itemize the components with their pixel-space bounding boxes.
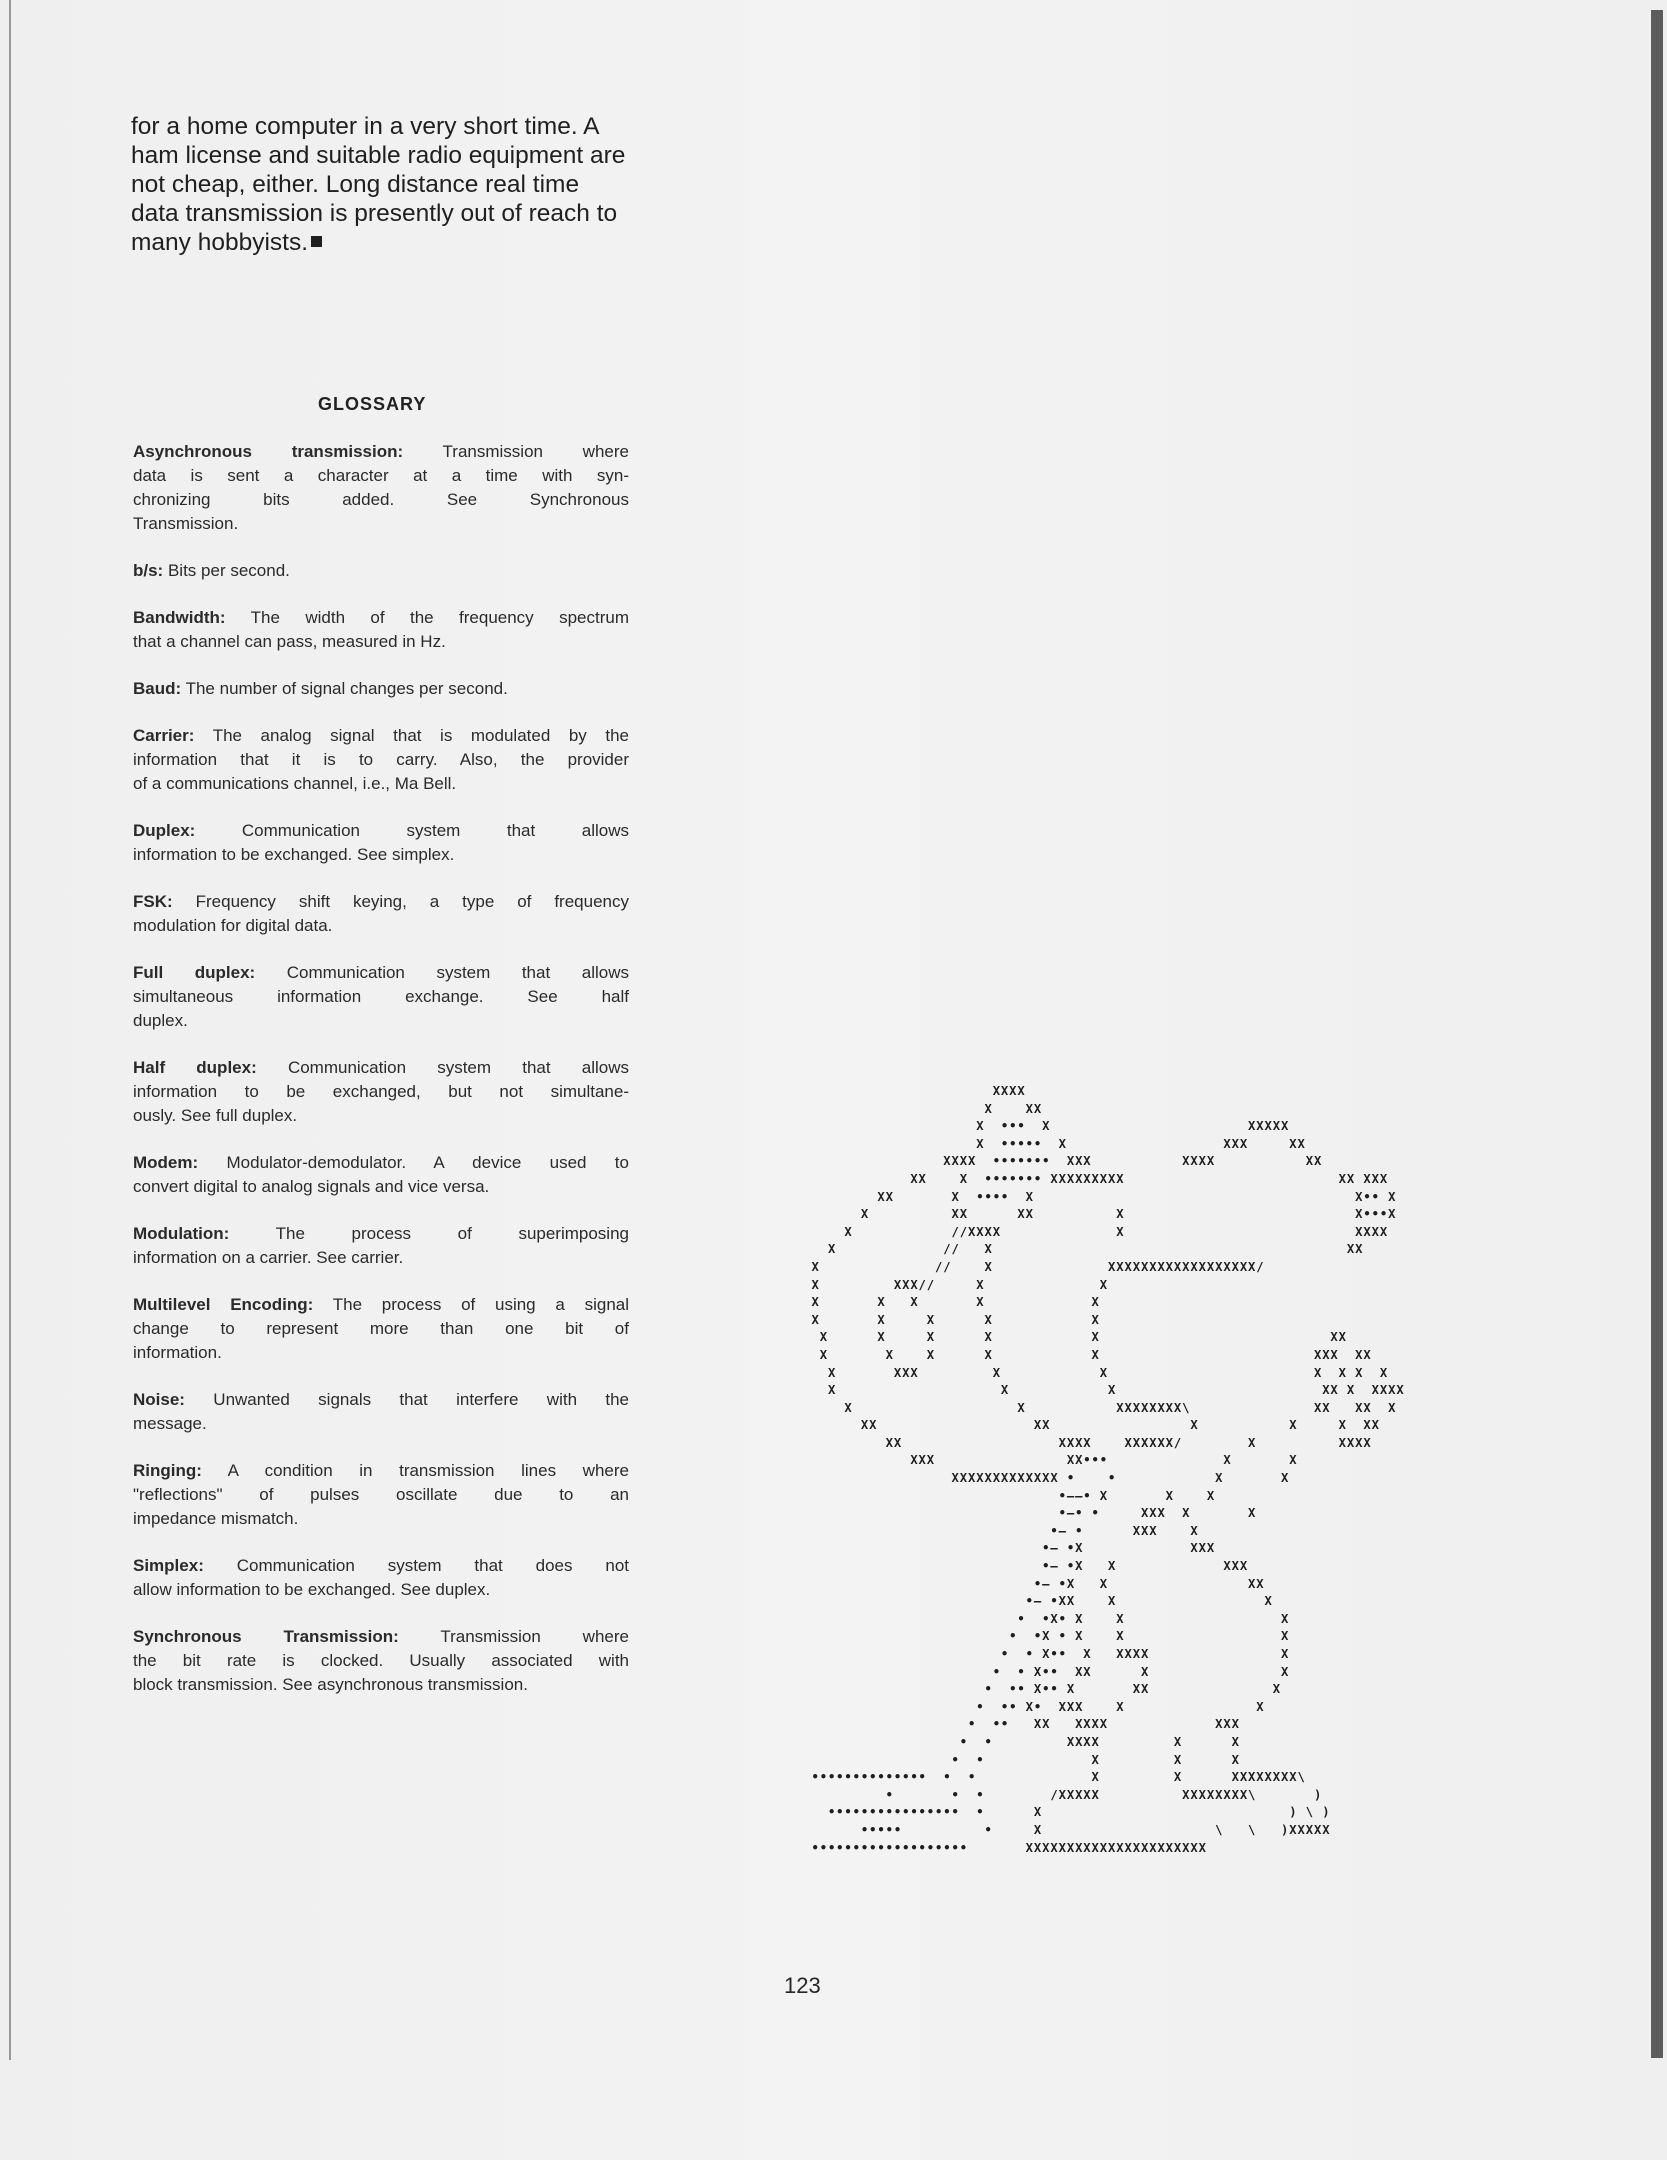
glossary-entry-line bbox=[133, 488, 629, 512]
glossary-entry-line bbox=[133, 1554, 629, 1578]
glossary-entry-line bbox=[133, 1507, 629, 1531]
glossary-entry bbox=[133, 1459, 629, 1531]
glossary-entry-line bbox=[133, 440, 629, 464]
glossary-definition: Transmission. bbox=[133, 514, 239, 533]
glossary-term: Duplex: bbox=[133, 821, 196, 840]
glossary-entry-line bbox=[133, 1483, 629, 1507]
glossary-entry-line bbox=[133, 1293, 629, 1317]
glossary-entry-line bbox=[133, 772, 629, 796]
glossary-definition: The number of signal changes per second. bbox=[185, 679, 508, 698]
glossary-entry bbox=[133, 1222, 629, 1270]
glossary-term: Half duplex: bbox=[133, 1058, 257, 1077]
intro-line: data transmission is presently out of reach to bbox=[131, 200, 618, 227]
glossary-entry-line bbox=[133, 985, 629, 1009]
glossary-entry bbox=[133, 1293, 629, 1365]
glossary-definition: Frequency shift keying, a type of frequency bbox=[195, 892, 629, 911]
page-left-edge bbox=[9, 0, 11, 2060]
ascii-art-illustration bbox=[795, 1083, 1455, 1883]
glossary-title: GLOSSARY bbox=[318, 394, 427, 414]
glossary-entry-line bbox=[133, 1673, 629, 1697]
glossary-entry-line bbox=[133, 1649, 629, 1673]
glossary-entry-line bbox=[133, 1246, 629, 1270]
glossary-entry bbox=[133, 961, 629, 1033]
glossary-entry-line bbox=[133, 1412, 629, 1436]
glossary-definition: information. bbox=[133, 1343, 222, 1362]
intro-line-text: many hobbyists. bbox=[131, 229, 309, 256]
glossary-definition: impedance mismatch. bbox=[133, 1509, 299, 1528]
glossary-term: FSK: bbox=[133, 892, 173, 911]
glossary-entry-line bbox=[133, 1625, 629, 1649]
glossary-entry-line bbox=[133, 677, 629, 701]
glossary-definition: change to represent more than one bit of bbox=[133, 1319, 629, 1338]
glossary-definition: data is sent a character at a time with syn- bbox=[133, 466, 629, 485]
glossary-definition: Unwanted signals that interfere with the bbox=[213, 1390, 629, 1409]
glossary-entry-line bbox=[133, 1151, 629, 1175]
glossary-definition: information to be exchanged. See simplex. bbox=[133, 845, 455, 864]
glossary-definition: Transmission where bbox=[442, 442, 629, 461]
glossary-entry-line bbox=[133, 748, 629, 772]
glossary-term: b/s: bbox=[133, 561, 164, 580]
glossary-entry-line bbox=[133, 890, 629, 914]
glossary-term: Modulation: bbox=[133, 1224, 230, 1243]
intro-line: ham license and suitable radio equipment are bbox=[131, 142, 626, 169]
glossary-definition: block transmission. See asynchronous transmission. bbox=[133, 1675, 528, 1694]
glossary-entry bbox=[133, 1056, 629, 1128]
glossary-entry-line bbox=[133, 1009, 629, 1033]
glossary-definition: the bit rate is clocked. Usually associated with bbox=[133, 1651, 629, 1670]
glossary-entry-line bbox=[133, 1459, 629, 1483]
glossary-definition: information on a carrier. See carrier. bbox=[133, 1248, 404, 1267]
glossary-definition: of a communications channel, i.e., Ma Bell. bbox=[133, 774, 457, 793]
glossary-definition: modulation for digital data. bbox=[133, 916, 333, 935]
glossary-entry-line bbox=[133, 630, 629, 654]
glossary-definition: Communication system that allows bbox=[286, 963, 629, 982]
intro-paragraph bbox=[131, 112, 631, 257]
end-of-article-mark-icon bbox=[311, 236, 322, 247]
glossary-definition: "reflections" of pulses oscillate due to an bbox=[133, 1485, 629, 1504]
glossary-entry bbox=[133, 677, 629, 701]
glossary-term: Ringing: bbox=[133, 1461, 202, 1480]
glossary-definition: chronizing bits added. See Synchronous bbox=[133, 490, 629, 509]
glossary-term: Noise: bbox=[133, 1390, 185, 1409]
glossary-definition: message. bbox=[133, 1414, 207, 1433]
glossary-definition: The process of superimposing bbox=[275, 1224, 629, 1243]
glossary-entry-line bbox=[133, 1341, 629, 1365]
glossary-entry bbox=[133, 724, 629, 796]
glossary-definition: convert digital to analog signals and vice versa. bbox=[133, 1177, 490, 1196]
glossary-term: Carrier: bbox=[133, 726, 195, 745]
glossary-list bbox=[133, 440, 629, 1720]
glossary-entry-line bbox=[133, 606, 629, 630]
glossary-entry-line bbox=[133, 843, 629, 867]
glossary-entry bbox=[133, 1625, 629, 1697]
glossary-definition: The width of the frequency spectrum bbox=[250, 608, 629, 627]
page-right-binding-edge bbox=[1651, 10, 1663, 2058]
page-number: 123 bbox=[784, 1973, 821, 1998]
glossary-definition: simultaneous information exchange. See half bbox=[133, 987, 629, 1006]
glossary-definition: Communication system that does not bbox=[236, 1556, 629, 1575]
glossary-entry-line bbox=[133, 819, 629, 843]
ascii-art-text: XXXX X XX X ••• X XXXXX X ••••• X XXX XX XXXX ••••••• XXX XXXX XX XX X ••••••• XXXXXXXXX XX XXX XX X •••• X X•• X X XX XX X X•••X X //XXXX X XXXX X // X XX X // X XXXXXXXXXXXXXXXXXX/ X XXX// X X X X X X X X X X X X X X X X X XX X X X X X XXX XX X XXX X X X X X X X X X XX X XXXX X X XXXXXXXX\ XX XX X XX XX X X X XX XX XXXX XXXXXX/ X XXXX XXX XX••• X X XXXXXXXXXXXXX • • X X •——• X X X •—• • XXX X X •— • XXX X •— •X XXX •— •X X XXX •— •X X XX •— •XX X X • •X• X X X • •X • X X X • • X•• X XXXX X • • X•• XX X X • •• X•• X XX X • •• X• XXX X X • •• XX XXXX XXX • • XXXX X X • • X X X •••••••••••••• • • X X XXXXXXXX\ • • • /XXXXX XXXXXXXX\ ) •••••••••••••••• • X ) \ ) ••••• • X \ \ )XXXXX ••••••••••••••••••• XXXXXXXXXXXXXXXXXXXXXX bbox=[811, 1084, 1405, 1855]
glossary-term: Multilevel Encoding: bbox=[133, 1295, 314, 1314]
glossary-definition: The process of using a signal bbox=[332, 1295, 630, 1314]
glossary-definition: ously. See full duplex. bbox=[133, 1106, 298, 1125]
glossary-definition: The analog signal that is modulated by the bbox=[212, 726, 629, 745]
glossary-definition: Modulator-demodulator. A device used to bbox=[226, 1153, 629, 1172]
glossary-entry bbox=[133, 1388, 629, 1436]
glossary-term: Simplex: bbox=[133, 1556, 204, 1575]
glossary-entry-line bbox=[133, 1222, 629, 1246]
glossary-entry-line bbox=[133, 1578, 629, 1602]
glossary-entry-line bbox=[133, 724, 629, 748]
glossary-definition: information that it is to carry. Also, the provider bbox=[133, 750, 629, 769]
glossary-entry-line bbox=[133, 1080, 629, 1104]
intro-line: not cheap, either. Long distance real time bbox=[131, 171, 580, 198]
glossary-entry-line bbox=[133, 961, 629, 985]
glossary-definition: duplex. bbox=[133, 1011, 188, 1030]
glossary-entry bbox=[133, 1554, 629, 1602]
glossary-entry bbox=[133, 890, 629, 938]
glossary-definition: information to be exchanged, but not simultane- bbox=[133, 1082, 629, 1101]
glossary-entry-line bbox=[133, 559, 629, 583]
glossary-definition: Communication system that allows bbox=[287, 1058, 629, 1077]
glossary-entry bbox=[133, 559, 629, 583]
glossary-definition: allow information to be exchanged. See duplex. bbox=[133, 1580, 491, 1599]
glossary-term: Baud: bbox=[133, 679, 182, 698]
glossary-term: Asynchronous transmission: bbox=[133, 442, 404, 461]
glossary-entry-line bbox=[133, 914, 629, 938]
glossary-entry bbox=[133, 440, 629, 536]
glossary-entry bbox=[133, 1151, 629, 1199]
glossary-definition: A condition in transmission lines where bbox=[227, 1461, 629, 1480]
glossary-entry-line bbox=[133, 1388, 629, 1412]
glossary-entry-line bbox=[133, 1175, 629, 1199]
glossary-entry bbox=[133, 606, 629, 654]
glossary-term: Full duplex: bbox=[133, 963, 256, 982]
glossary-term: Modem: bbox=[133, 1153, 199, 1172]
glossary-term: Synchronous Transmission: bbox=[133, 1627, 399, 1646]
intro-line-last bbox=[131, 228, 631, 257]
glossary-entry-line bbox=[133, 1104, 629, 1128]
glossary-term: Bandwidth: bbox=[133, 608, 226, 627]
glossary-entry-line bbox=[133, 1317, 629, 1341]
glossary-entry-line bbox=[133, 512, 629, 536]
glossary-entry-line bbox=[133, 464, 629, 488]
glossary-definition: Bits per second. bbox=[167, 561, 290, 580]
intro-line: for a home computer in a very short time. A bbox=[131, 113, 600, 140]
glossary-definition: that a channel can pass, measured in Hz. bbox=[133, 632, 446, 651]
glossary-entry-line bbox=[133, 1056, 629, 1080]
glossary-entry bbox=[133, 819, 629, 867]
glossary-definition: Communication system that allows bbox=[241, 821, 629, 840]
glossary-definition: Transmission where bbox=[440, 1627, 629, 1646]
